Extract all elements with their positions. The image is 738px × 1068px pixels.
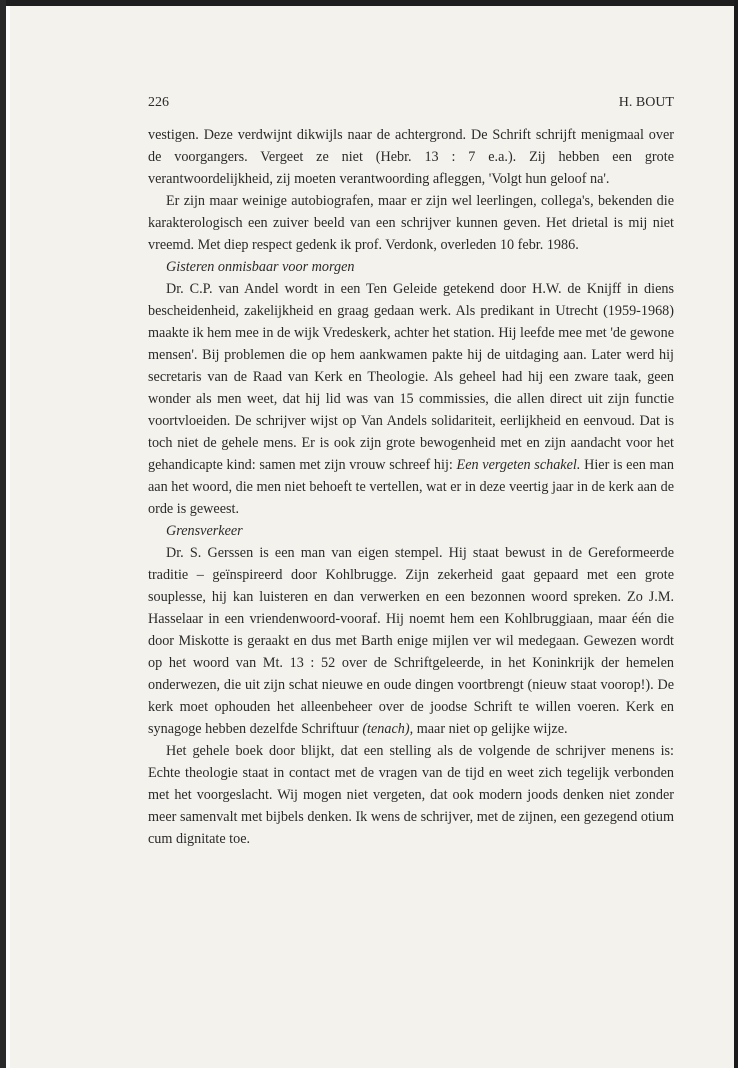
page-number: 226	[148, 95, 169, 110]
scan-edge-right	[734, 0, 738, 1068]
scan-edge-left	[0, 0, 6, 1068]
section-heading: Grensverkeer	[166, 523, 243, 539]
paragraph: vestigen. Deze verdwijnt dikwijls naar de achtergrond. De Schrift schrijft menigmaal over de voorgangers. Vergeet ze niet (Hebr. 13 : 7 e.a.). Zij hebben een grote verantwoordelijkheid, zij moeten verantwoording afleggen, 'Volgt hun geloof na'.	[148, 127, 674, 187]
book-title: Een vergeten schakel.	[456, 457, 581, 473]
paragraph: Er zijn maar weinige autobiografen, maar er zijn wel leerlingen, collega's, bekenden die karakterologisch een zuiver beeld van een schrijver kunnen geven. Het drietal is mij niet vreemd. Met diep respect gedenk ik prof. Verdonk, overleden 10 febr. 1986.	[148, 193, 674, 253]
text-run: Dr. C.P. van Andel wordt in een Ten Geleide getekend door H.W. de Knijff in diens bescheidenheid, zakelijkheid en graag gedaan werk. Als predikant in Utrecht (1959-1968) maakte ik hem mee in de wijk Vredeskerk, achter het station. Hij leefde mee met 'de gewone mensen'. Bij problemen die op hem aankwamen pakte hij de uitdaging aan. Later werd hij secretaris van de Raad van Kerk en Theologie. Als geheel had hij een zware taak, geen wonder als men weet, dat hij lid was van 15 commissies, die allen direct uit zijn functie voortvloeiden. De schrijver wijst op Van Andels solidariteit, eerlijkheid en eenvoud. Dat is toch niet de gehele mens. Er is ook zijn grote bewogenheid met en zijn aandacht voor het gehandicapte kind: samen met zijn vrouw schreef hij:	[148, 281, 674, 473]
text-run: Dr. S. Gerssen is een man van eigen stempel. Hij staat bewust in de Gereformeerde traditie – geïnspireerd door Kohlbrugge. Zijn zekerheid gaat gepaard met een grote souplesse, hij kan luisteren en dan verwerken en een bezonnen woord spreken. Zo J.M. Hasselaar in een vriendenwoord-vooraf. Hij noemt hem een Kohlbruggiaan, maar één die door Miskotte is geraakt en dus met Barth enige mijlen ver wil medegaan. Gewezen wordt op het woord van Mt. 13 : 52 over de Schriftgeleerde, in het Koninkrijk der hemelen onderwezen, die uit zijn schat nieuwe en oude dingen voortbrengt (nieuw staat voorop!). De kerk moet ophouden het alleenbeheer over de joodse Schrift te willen voeren. Kerk en synagoge hebben dezelfde Schriftuur	[148, 545, 674, 737]
paragraph	[148, 278, 674, 520]
paragraph: Het gehele boek door blijkt, dat een stelling als de volgende de schrijver menens is: Echte theologie staat in contact met de vragen van de tijd en weet zich tegelijk verbonden met het voorgeslacht. Wij mogen niet vergeten, dat ook modern joods denken niet zonder meer samenvalt met bijbels denken. Ik wens de schrijver, met de zijnen, een gezegend otium cum dignitate toe.	[148, 743, 674, 847]
italic-term: (tenach),	[362, 721, 414, 737]
text-run: Hier is een man aan het woord, die men niet behoeft te vertellen, wat er in deze veertig jaar in de kerk aan de orde is geweest.	[148, 457, 674, 517]
running-head: H. BOUT	[618, 95, 674, 110]
text-run: maar niet op gelijke wijze.	[413, 721, 568, 737]
body-text	[148, 124, 674, 850]
paragraph	[148, 542, 674, 740]
document-page	[10, 6, 734, 1068]
section-heading: Gisteren onmisbaar voor morgen	[166, 259, 355, 275]
